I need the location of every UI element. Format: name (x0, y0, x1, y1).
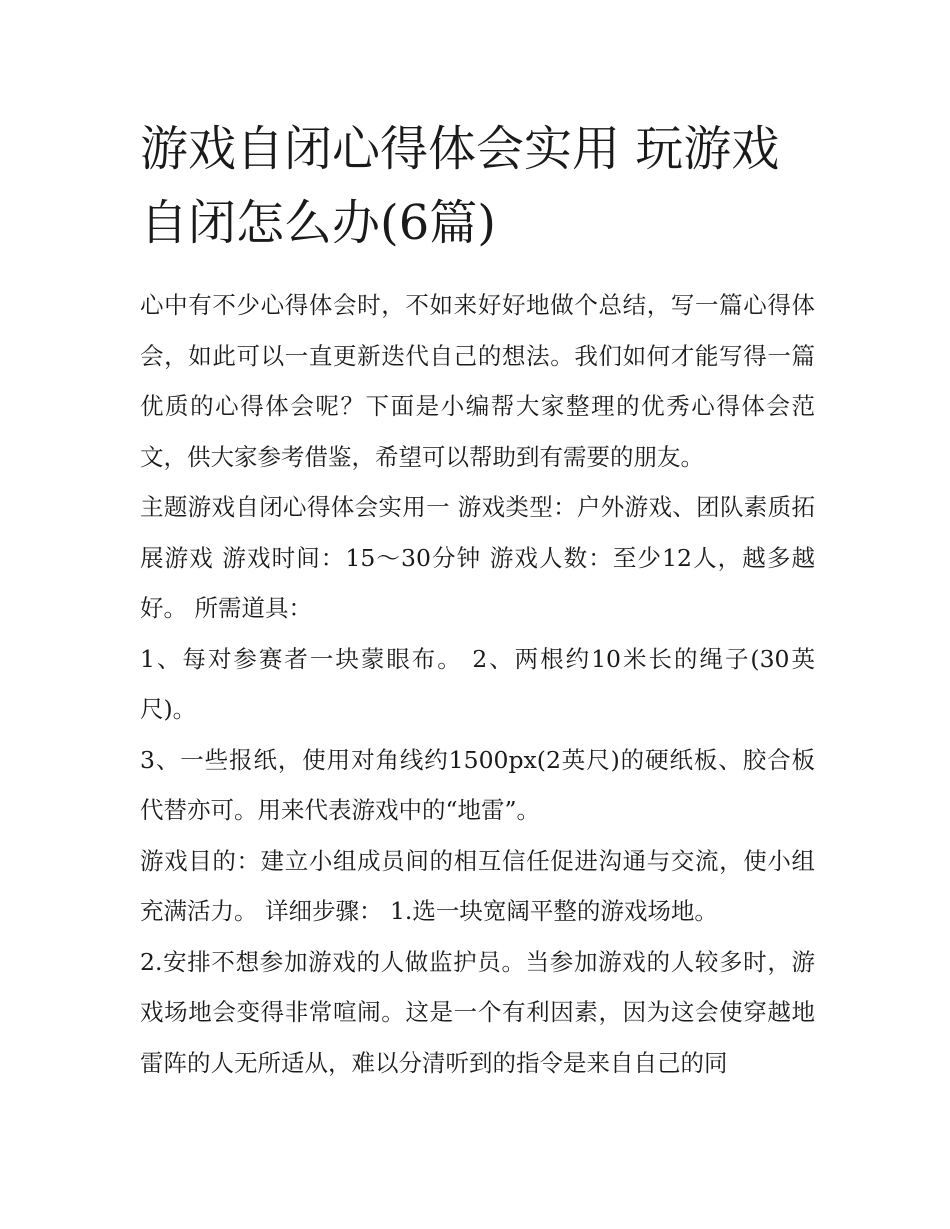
paragraph-goal-steps: 游戏目的：建立小组成员间的相互信任促进沟通与交流，使小组充满活力。 详细步骤： 1.选一块宽阔平整的游戏场地。 (140, 846, 815, 925)
paragraph-props-3: 3、一些报纸，使用对角线约1500px(2英尺)的硬纸板、胶合板代替亦可。用来代表游戏中的“地雷”。 (140, 745, 815, 824)
paragraph-intro: 心中有不少心得体会时，不如来好好地做个总结，写一篇心得体会，如此可以一直更新迭代自己的想法。我们如何才能写得一篇优质的心得体会呢？下面是小编帮大家整理的优秀心得体会范文，供大家参考借鉴，希望可以帮助到有需要的朋友。 (140, 291, 815, 471)
paragraph-props-1-2: 1、每对参赛者一块蒙眼布。 2、两根约10米长的绳子(30英尺)。 (140, 644, 815, 723)
paragraph-game-info: 主题游戏自闭心得体会实用一 游戏类型：户外游戏、团队素质拓展游戏 游戏时间：15～30分钟 游戏人数：至少12人，越多越好。 所需道具： (140, 493, 815, 622)
document-page (140, 112, 815, 1088)
document-title: 游戏自闭心得体会实用 玩游戏自闭怎么办(6篇) (140, 121, 780, 251)
paragraph-step-2: 2.安排不想参加游戏的人做监护员。当参加游戏的人较多时，游戏场地会变得非常喧闹。这是一个有利因素，因为这会使穿越地雷阵的人无所适从，难以分清听到的指令是来自自己的同 (140, 947, 815, 1077)
